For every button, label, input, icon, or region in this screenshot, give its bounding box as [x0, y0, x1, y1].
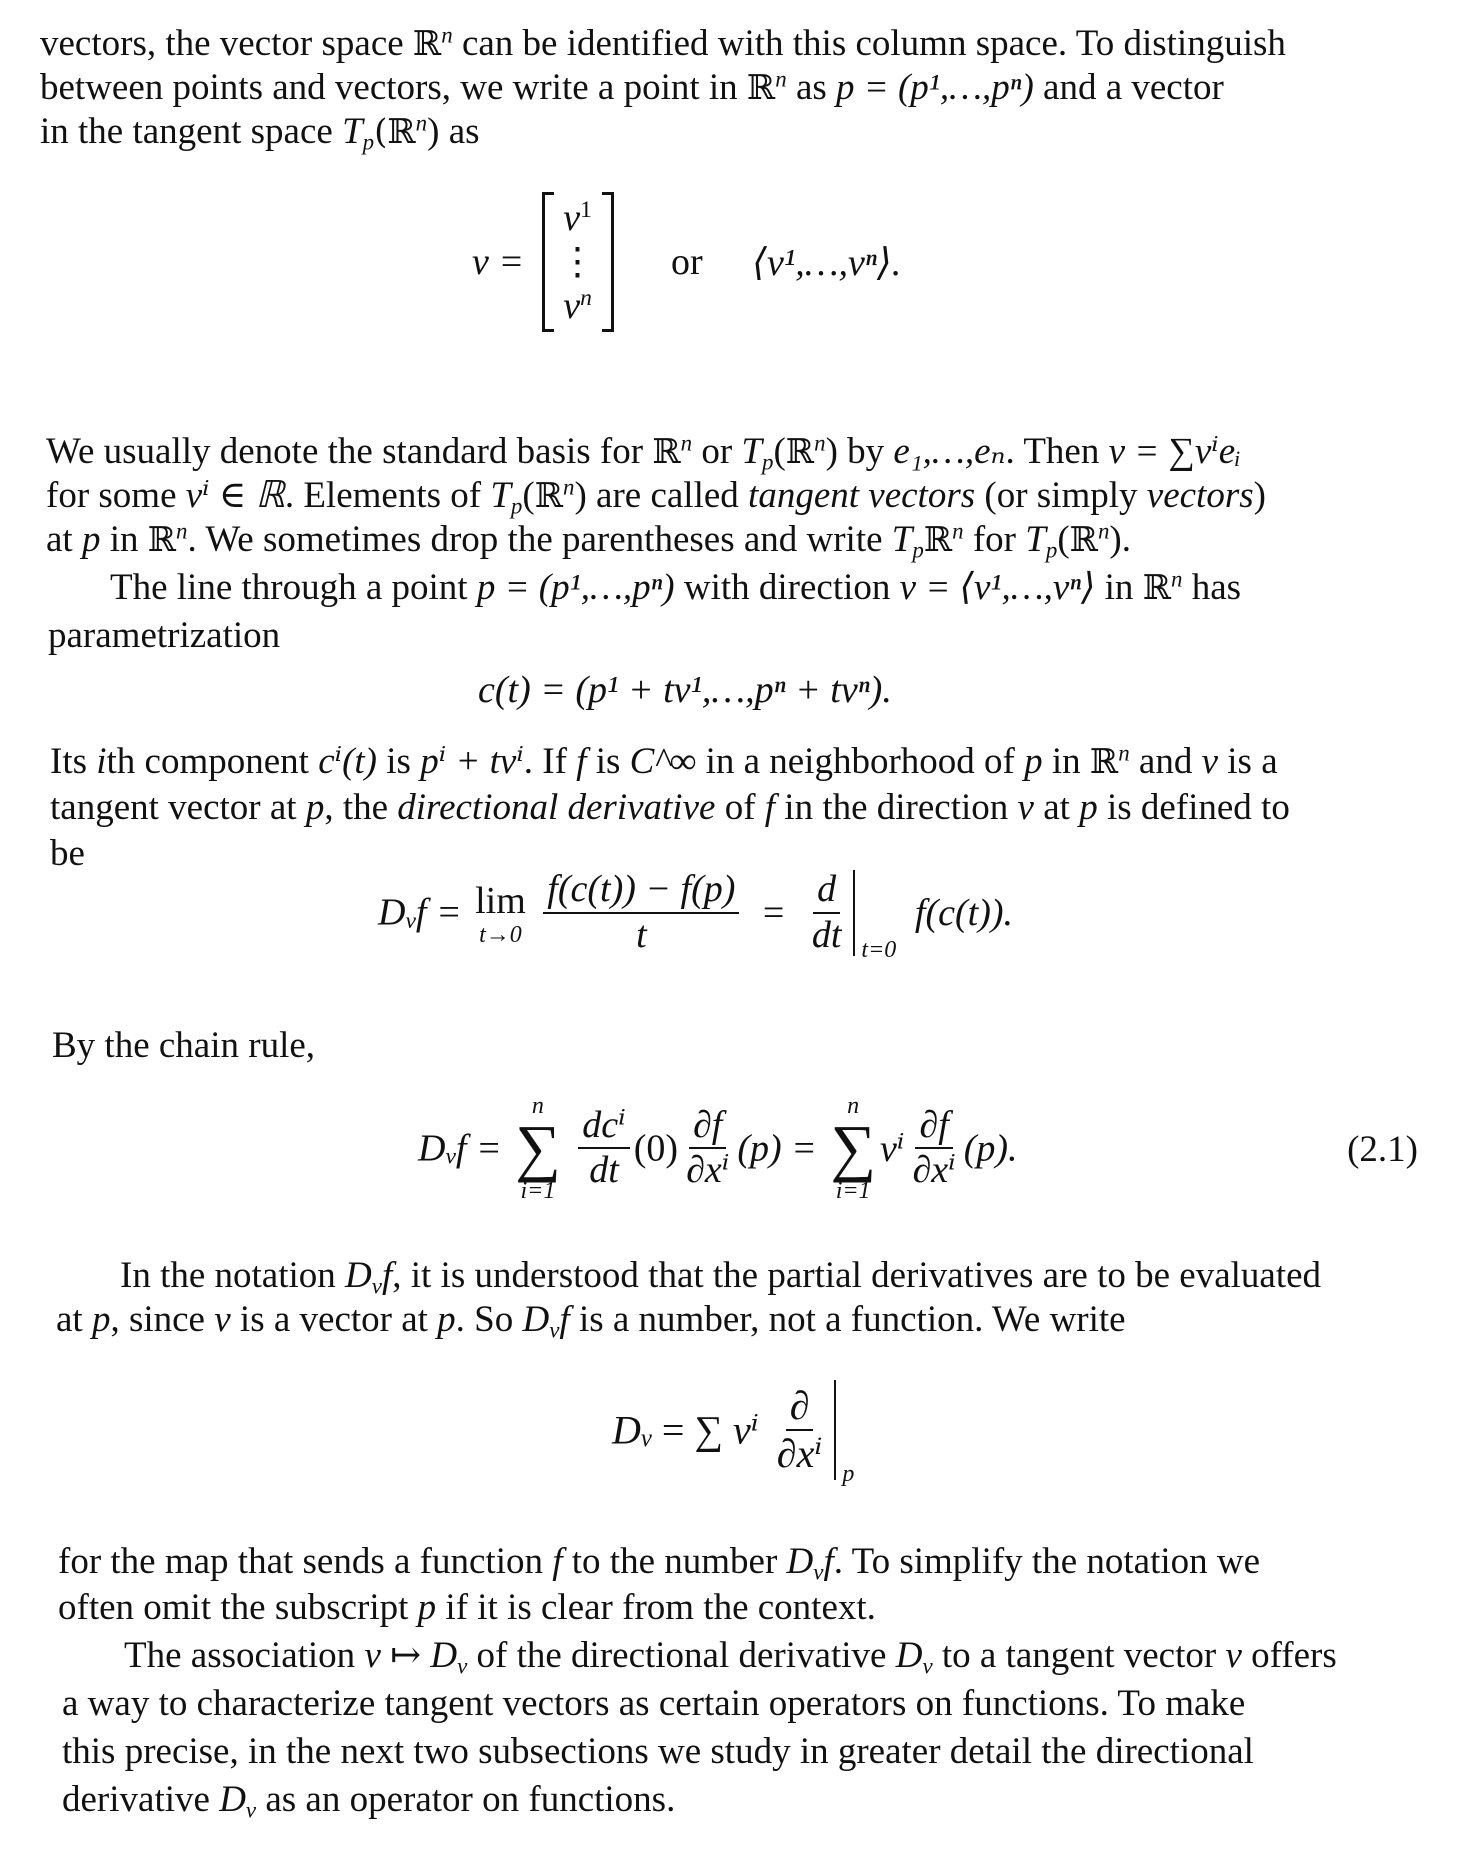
text: be — [50, 833, 85, 874]
fraction — [578, 1104, 630, 1193]
evaluation-point: t=0 — [861, 936, 897, 963]
equals: = — [762, 891, 785, 934]
text: parametrization — [48, 615, 281, 656]
text: or — [692, 431, 742, 472]
math: f — [381, 1255, 393, 1296]
fraction — [908, 1104, 959, 1193]
text: The line through a point — [110, 567, 477, 608]
subscript: v — [371, 1273, 382, 1299]
math: T — [1025, 519, 1046, 560]
subscript: p — [1045, 537, 1058, 563]
superscript: n — [952, 518, 964, 544]
math: D — [786, 1541, 814, 1582]
math: D — [895, 1635, 923, 1676]
text: is — [377, 741, 421, 782]
text: vectors, the vector space — [40, 23, 413, 64]
text: at — [56, 1299, 92, 1340]
reals-symbol: ℝ — [1089, 742, 1119, 782]
text: By the chain rule, — [52, 1025, 316, 1066]
text: a way to characterize tangent vectors as certain operators on functions. To make — [62, 1683, 1246, 1724]
emphasis: vectors — [1146, 475, 1254, 516]
numerator: dcⁱ — [578, 1104, 630, 1150]
math: D — [345, 1255, 372, 1296]
math: D — [418, 1127, 446, 1170]
text: ) as — [427, 111, 480, 152]
math-T: T — [342, 111, 363, 152]
numerator: ∂f — [915, 1104, 952, 1150]
text: this precise, in the next two subsections we study in greater detail the directional — [62, 1731, 1254, 1772]
sum-upper: n — [847, 1093, 860, 1119]
reals-symbol: ℝ — [534, 476, 563, 516]
denominator: ∂xⁱ — [912, 1149, 956, 1192]
summation — [830, 1094, 876, 1203]
math: (p) = — [737, 1127, 817, 1170]
text-line — [40, 66, 1430, 110]
text: for some — [46, 475, 186, 516]
text: at — [1033, 787, 1080, 828]
text: in the direction — [775, 787, 1018, 828]
reals-symbol: ℝ — [412, 24, 442, 64]
text: in a neighborhood of — [696, 741, 1025, 782]
math: vⁱ ∈ ℝ — [185, 475, 285, 516]
text: can be identified with this column space. To distinguish — [452, 23, 1286, 64]
superscript: n — [680, 430, 693, 456]
text-line: We usually denote the standard basis for ℝ$^n$ or $T_p(ℝ^n)$ by e₁,…,eₙ. Then v = ∑vⁱeᵢ — [46, 430, 1242, 475]
summation — [515, 1094, 561, 1203]
reals-symbol: ℝ — [1142, 568, 1171, 608]
emphasis: tangent vectors — [748, 475, 976, 516]
superscript: n — [1097, 518, 1110, 544]
numerator: d — [813, 868, 840, 914]
equation-line: c(t) = (p¹ + tv¹,…,pⁿ + tvⁿ). — [478, 669, 892, 711]
math: p — [91, 1299, 111, 1340]
fraction — [808, 868, 846, 957]
math: cⁱ(t) — [318, 741, 378, 782]
text: th component — [106, 741, 319, 782]
text: as — [786, 67, 837, 108]
subscript: v — [549, 1317, 560, 1343]
denominator: ∂xⁱ — [686, 1149, 730, 1192]
reals-symbol: (ℝ — [374, 112, 416, 152]
subscript: v — [445, 1143, 456, 1170]
denominator: dt — [811, 913, 842, 956]
equation-vector — [472, 192, 901, 332]
text-line — [110, 566, 1483, 610]
text-line — [58, 1540, 1448, 1584]
text: as an operator on functions. — [256, 1779, 676, 1820]
reals-symbol: ℝ — [652, 432, 681, 472]
fraction — [543, 868, 739, 957]
math: (0) — [633, 1127, 679, 1170]
text: in — [1042, 741, 1090, 782]
math: T — [741, 431, 762, 472]
math: v — [1017, 787, 1034, 828]
math: p — [305, 787, 325, 828]
math: p — [437, 1299, 456, 1340]
math: v — [214, 1299, 231, 1340]
subscript: v — [813, 1559, 824, 1585]
text: , since — [110, 1299, 215, 1340]
text: is a number, not a function. We write — [569, 1299, 1126, 1340]
math: p — [417, 1587, 437, 1628]
subscript: p — [510, 493, 523, 519]
reals-symbol: ℝ — [785, 432, 815, 472]
text: in — [100, 519, 148, 560]
text: Its — [50, 741, 97, 782]
entry: v — [563, 197, 581, 239]
superscript: n — [415, 110, 428, 136]
sum-upper: n — [531, 1093, 544, 1119]
equation-directional-derivative — [378, 868, 1014, 963]
text: is a vector at — [230, 1299, 438, 1340]
math: f — [764, 787, 776, 828]
math: v ↦ D — [364, 1635, 458, 1676]
sum-sign: ∑ — [515, 1112, 561, 1183]
superscript: 1 — [580, 197, 592, 224]
math: f(c(t)). — [914, 891, 1014, 934]
subscript: p — [362, 129, 375, 155]
equation-operator — [612, 1380, 855, 1487]
math: p — [1024, 741, 1043, 782]
superscript: n — [814, 430, 826, 456]
subscript: p — [912, 537, 924, 563]
reals-symbol: ℝ — [746, 68, 776, 108]
text-line — [62, 1682, 1452, 1726]
text: often omit the subscript — [58, 1587, 418, 1628]
math: f — [576, 741, 587, 782]
math: T — [891, 519, 913, 560]
math: v — [1225, 1635, 1242, 1676]
evaluation-bar — [853, 870, 897, 963]
subscript: p — [762, 449, 774, 475]
text: (or simply — [975, 475, 1147, 516]
text: if it is clear from the context. — [436, 1587, 876, 1628]
text: We usually denote the standard basis for — [46, 431, 653, 472]
superscript: n — [1170, 566, 1183, 592]
math: D — [219, 1779, 246, 1820]
text-line: at p in ℝ$^n$. We sometimes drop the parentheses and write $T_pℝ^n$ for $T_p(ℝ^n)$. — [46, 518, 1131, 563]
subscript: v — [922, 1653, 933, 1679]
text: at — [46, 519, 82, 560]
math-basis: e₁,…,eₙ — [893, 431, 1006, 472]
text: . If — [523, 741, 577, 782]
math: v — [1201, 741, 1219, 782]
text: . — [1121, 519, 1131, 560]
text: has — [1182, 567, 1242, 608]
text-line — [48, 614, 1438, 658]
text: derivative — [62, 1779, 220, 1820]
superscript: n — [563, 474, 575, 500]
text-line — [50, 740, 1440, 784]
column-vector — [542, 192, 614, 332]
text-line: for some vⁱ ∈ ℝ. Elements of $T_p(ℝ^n)$ are called tangent vectors (or simply vectors) — [46, 474, 1266, 519]
text: . So — [455, 1299, 523, 1340]
denominator: ∂xⁱ — [776, 1431, 823, 1476]
math: T — [490, 475, 511, 516]
math: p — [1079, 787, 1098, 828]
superscript: n — [580, 285, 592, 312]
denominator: dt — [589, 1149, 619, 1192]
math: C^∞ — [629, 741, 697, 782]
text: . To simplify the notation we — [833, 1541, 1261, 1582]
text: of — [715, 787, 765, 828]
subscript: v — [640, 1425, 652, 1453]
subscript: v — [457, 1653, 468, 1679]
math: f — [823, 1541, 834, 1582]
math: D — [612, 1407, 641, 1453]
math: = ∑ — [651, 1407, 723, 1453]
math: f — [552, 1541, 563, 1582]
math: v = ⟨v¹,…,vⁿ⟩ — [899, 567, 1096, 608]
text: in the tangent space — [40, 111, 343, 152]
text: is defined to — [1097, 787, 1290, 828]
subscript: v — [405, 908, 416, 934]
text-line — [40, 110, 1430, 154]
text: to the number — [562, 1541, 787, 1582]
entry: v — [563, 285, 581, 327]
sum-sign: ∑ — [830, 1112, 876, 1183]
angle-vector: ⟨v¹,…,vⁿ⟩. — [752, 241, 902, 284]
math: i — [96, 741, 107, 782]
text-line — [62, 1778, 1452, 1822]
evaluation-bar — [834, 1380, 855, 1487]
math: f = — [415, 891, 462, 934]
evaluation-point: p — [842, 1461, 855, 1487]
text: . Elements of — [284, 475, 491, 516]
reals-symbol: ℝ — [147, 520, 177, 560]
text: and a vector — [1033, 67, 1224, 108]
numerator: ∂ — [786, 1383, 814, 1431]
reals-symbol: ℝ — [1069, 520, 1098, 560]
text: of the directional derivative — [467, 1635, 896, 1676]
superscript: n — [176, 518, 188, 544]
text-line — [56, 1298, 1446, 1342]
text-line — [62, 1730, 1452, 1774]
math-lhs: v = — [472, 241, 525, 283]
math: pⁱ + tvⁱ — [420, 741, 524, 782]
text: in — [1095, 567, 1143, 608]
text: . We sometimes drop the parentheses and write — [187, 519, 892, 560]
sum-lower: i=1 — [520, 1177, 556, 1204]
fraction — [773, 1383, 827, 1477]
math: D — [378, 891, 406, 934]
limit-subscript: t→0 — [479, 921, 522, 948]
math: f = — [455, 1127, 502, 1170]
limit — [475, 879, 526, 947]
math: v = ∑vⁱeᵢ — [1108, 431, 1242, 472]
emphasis: directional derivative — [397, 787, 716, 828]
sum-lower: i=1 — [835, 1177, 871, 1204]
text: tangent vector at — [50, 787, 306, 828]
superscript: n — [1118, 740, 1130, 766]
text: and — [1129, 741, 1202, 782]
text-line — [40, 22, 1430, 66]
text: , it is understood that the partial derivatives are to be evaluated — [392, 1255, 1322, 1296]
reals-symbol: ℝ — [923, 520, 953, 560]
text-line — [120, 1254, 1483, 1298]
text: is — [586, 741, 630, 782]
text: In the notation — [120, 1255, 346, 1296]
math: p = (p¹,…,pⁿ) — [476, 567, 675, 608]
math: D — [522, 1299, 550, 1340]
lim-word: lim — [475, 879, 526, 922]
superscript: n — [775, 66, 787, 92]
text-line — [124, 1634, 1483, 1678]
text: are called — [586, 475, 749, 516]
math: vⁱ — [732, 1407, 759, 1453]
text: ) — [1253, 475, 1266, 516]
numerator: f(c(t)) − f(p) — [543, 868, 739, 914]
text: . Then — [1005, 431, 1109, 472]
text: by — [837, 431, 894, 472]
text-line — [50, 786, 1440, 830]
math: f — [559, 1299, 570, 1340]
math: vⁱ — [879, 1127, 905, 1170]
math: p — [81, 519, 101, 560]
text: with direction — [674, 567, 900, 608]
text: offers — [1241, 1635, 1337, 1676]
text: , the — [324, 787, 398, 828]
text: The association — [124, 1635, 365, 1676]
text: is a — [1218, 741, 1278, 782]
equation-number: (2.1) — [1347, 1129, 1418, 1170]
text: for — [963, 519, 1026, 560]
subscript: v — [245, 1797, 257, 1823]
numerator: ∂f — [689, 1104, 726, 1150]
superscript: n — [441, 22, 453, 48]
fraction — [682, 1104, 733, 1193]
text: for the map that sends a function — [58, 1541, 553, 1582]
denominator: t — [636, 913, 647, 956]
text: to a tangent vector — [932, 1635, 1226, 1676]
text-line — [52, 1024, 1442, 1068]
text-line — [58, 1586, 1448, 1630]
text: between points and vectors, we write a point in — [40, 67, 747, 108]
math-point: p = (p¹,…,pⁿ) — [836, 67, 1034, 108]
equation-chain-rule — [418, 1094, 1018, 1203]
or-word: or — [671, 241, 703, 283]
vdots: ⋮ — [558, 241, 597, 283]
math: (p). — [963, 1127, 1018, 1170]
